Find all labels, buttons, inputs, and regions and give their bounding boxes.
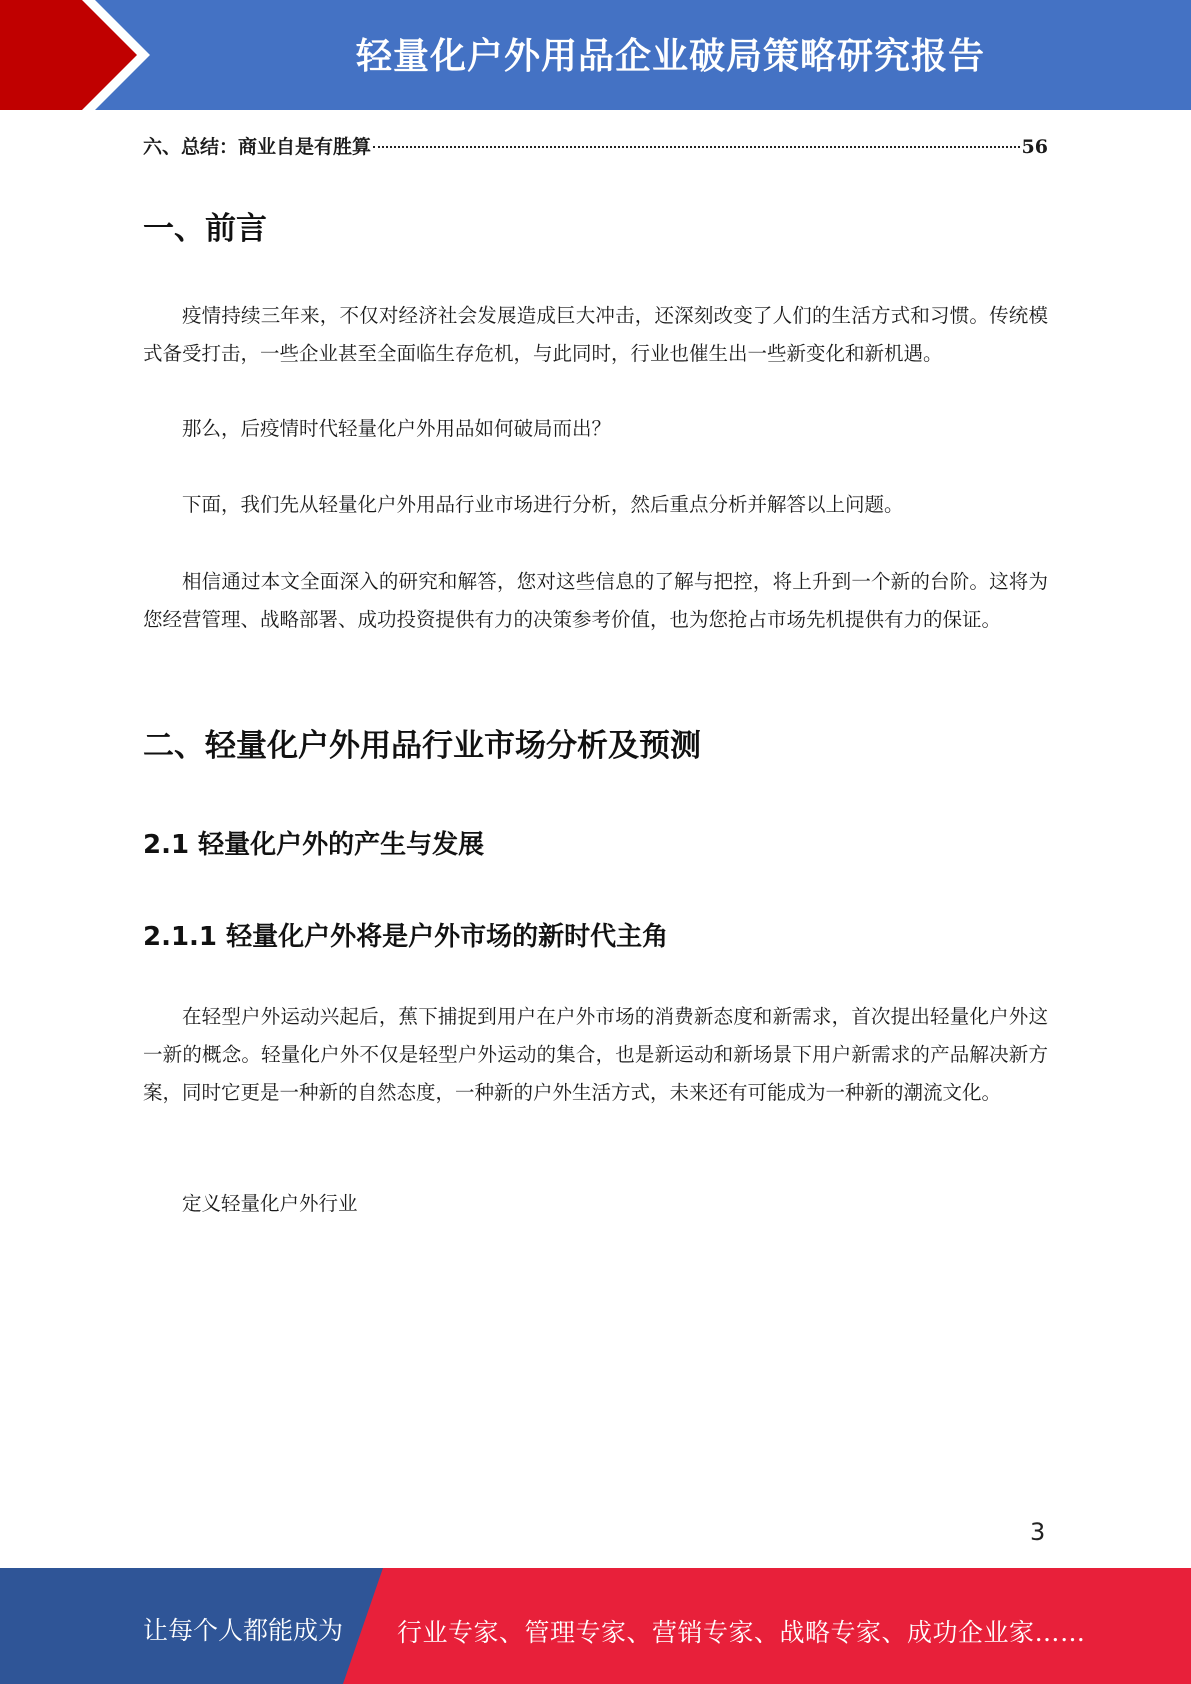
footer-slogan-right: 行业专家、管理专家、营销专家、战略专家、成功企业家…… bbox=[397, 1618, 1086, 1647]
page-header bbox=[0, 0, 1191, 110]
preface-paragraph-2: 那么，后疫情时代轻量化户外用品如何破局而出？ bbox=[182, 417, 612, 440]
page-number: 3 bbox=[1030, 1518, 1046, 1546]
toc-page-number: 56 bbox=[1021, 136, 1048, 158]
toc-entry-label: 六、总结：商业自是有胜算 bbox=[143, 136, 372, 158]
preface-heading: 一、前言 bbox=[143, 211, 267, 247]
preface-paragraph-4: 相信通过本文全面深入的研究和解答，您对这些信息的了解与把控，将上升到一个新的台阶。这将为您经营管理、战略部署、成功投资提供有力的决策参考价值，也为您抢占市场先机提供有力的保证。 bbox=[143, 570, 1048, 631]
section-2-1-1-heading: 2.1.1 轻量化户外将是户外市场的新时代主角 bbox=[143, 922, 669, 952]
preface-paragraph-1: 疫情持续三年来，不仅对经济社会发展造成巨大冲击，还深刻改变了人们的生活方式和习惯。传统模式备受打击，一些企业甚至全面临生存危机，与此同时，行业也催生出一些新变化和新机遇。 bbox=[143, 304, 1048, 365]
page-footer bbox=[0, 1568, 1191, 1684]
preface-paragraph-3: 下面，我们先从轻量化户外用品行业市场进行分析，然后重点分析并解答以上问题。 bbox=[182, 493, 904, 516]
section-2-1-heading: 2.1 轻量化户外的产生与发展 bbox=[143, 830, 485, 860]
toc-entry[interactable] bbox=[143, 132, 1048, 162]
analysis-paragraph-2: 定义轻量化户外行业 bbox=[182, 1192, 358, 1215]
footer-slogan-left: 让每个人都能成为 bbox=[143, 1616, 344, 1645]
report-title: 轻量化户外用品企业破局策略研究报告 bbox=[355, 36, 985, 77]
analysis-paragraph-1: 在轻型户外运动兴起后，蕉下捕捉到用户在户外市场的消费新态度和新需求，首次提出轻量化户外这一新的概念。轻量化户外不仅是轻型户外运动的集合，也是新运动和新场景下用户新需求的产品解决新方案，同时它更是一种新的自然态度，一种新的户外生活方式，未来还有可能成为一种新的潮流文化。 bbox=[143, 1005, 1048, 1104]
analysis-heading: 二、轻量化户外用品行业市场分析及预测 bbox=[143, 728, 701, 764]
toc-dot-leader bbox=[373, 146, 1020, 148]
